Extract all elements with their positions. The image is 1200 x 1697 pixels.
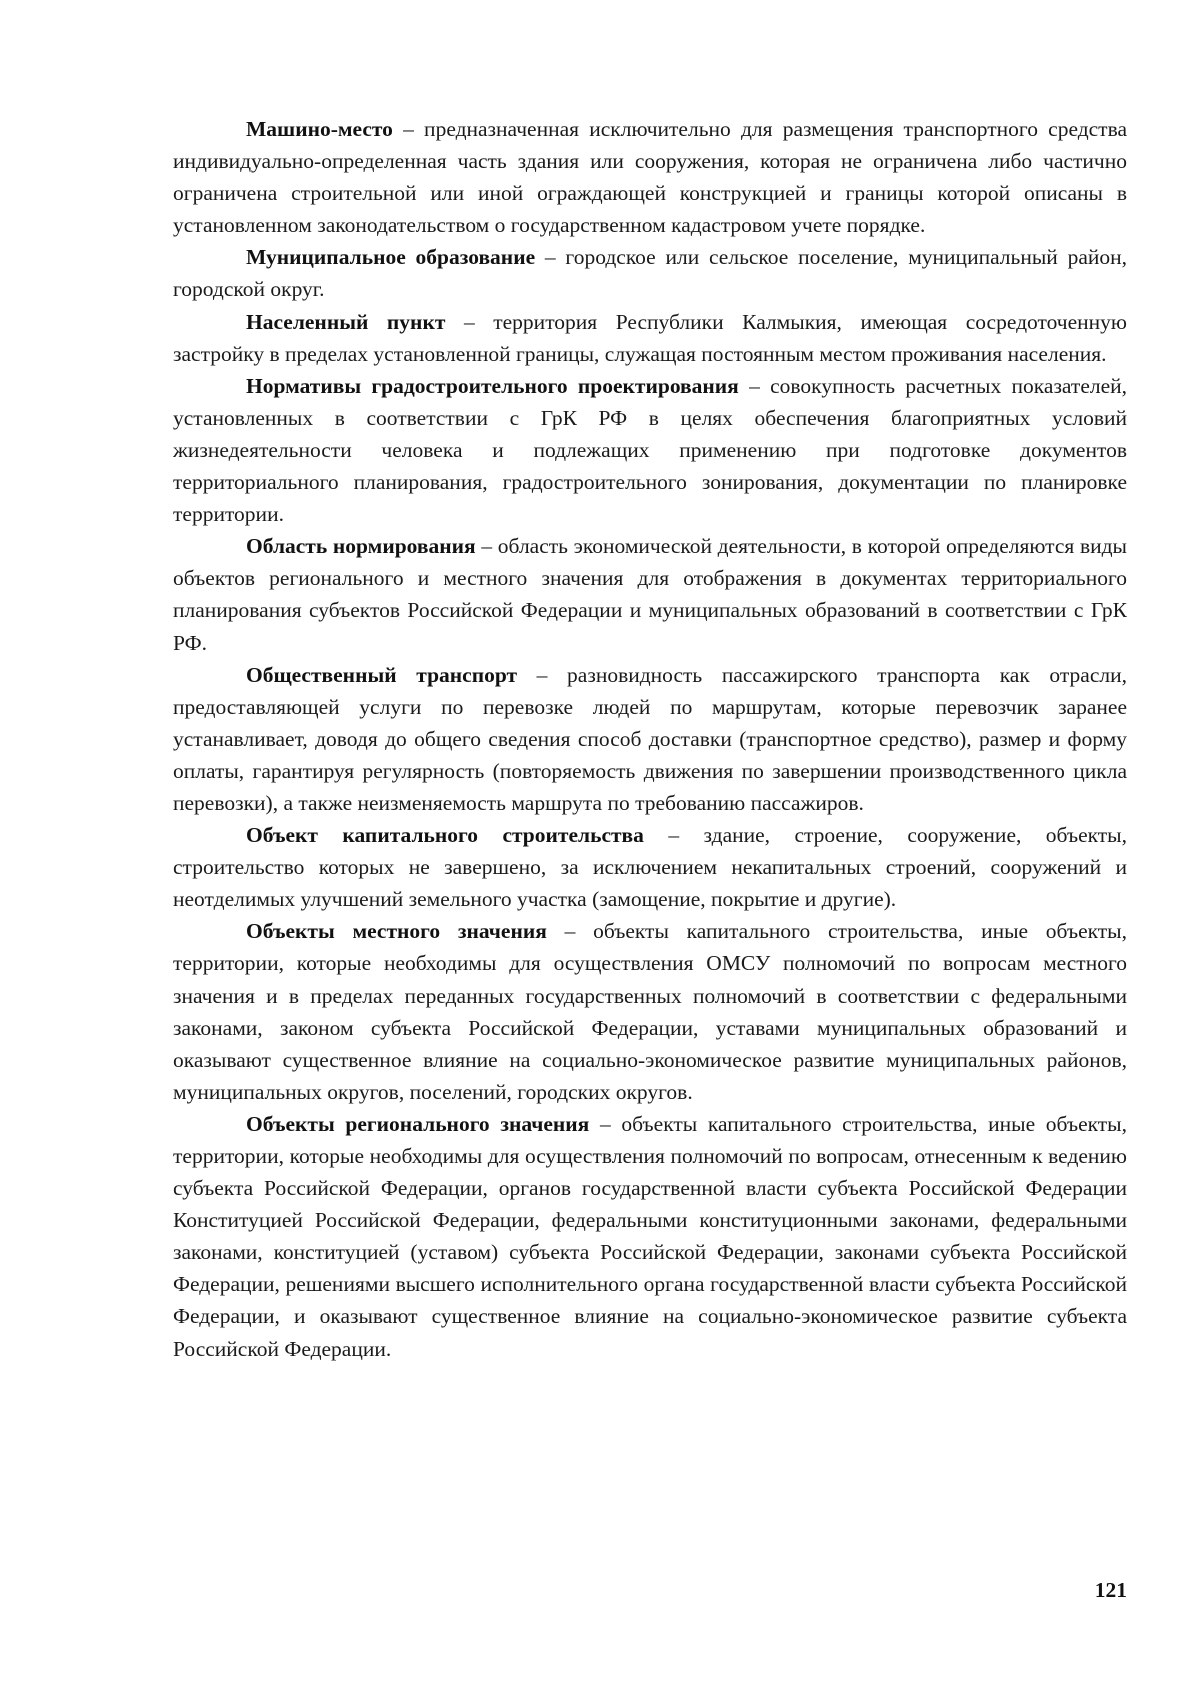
definition-text: – разновидность пассажирского транспорта как отрасли, предоставляющей услуги по перевозке людей по маршрутам, которые перевозчик заранее устанавливает, доводя до общего сведения способ доставки (транспортное средство), размер и форму оплаты, гарантируя регулярность (повторяемость движения по завершении производственного цикла перевозки), а также неизменяемость маршрута по требованию пассажиров. [173, 662, 1127, 815]
definition-entry [173, 659, 1127, 819]
page-number: 121 [1094, 1578, 1127, 1602]
definition-text: – объекты капитального строительства, иные объекты, территории, которые необходимы для осуществления ОМСУ полномочий по вопросам местного значения и в пределах переданных государственных полномочий в соответствии с федеральными законами, законом субъекта Российской Федерации, уставами муниципальных образований и оказывают существенное влияние на социально-экономическое развитие муниципальных районов, муниципальных округов, поселений, городских округов. [173, 919, 1127, 1104]
definition-entry [173, 819, 1127, 915]
definition-entry [173, 530, 1127, 658]
definition-text: – область экономической деятельности, в которой определяются виды объектов регионального и местного значения для отображения в документах территориального планирования субъектов Российской Федерации и муниципальных образований в соответствии с ГрК РФ. [173, 534, 1127, 655]
definitions-list [173, 113, 1127, 1365]
definition-term: Объекты регионального значения [246, 1111, 590, 1136]
definition-text: – предназначенная исключительно для размещения транспортного средства индивидуально-определенная часть здания или сооружения, которая не ограничена либо частично ограничена строительной или иной ограждающей конструкцией и границы которой описаны в установленном законодательством о государственном кадастровом учете порядке. [173, 117, 1127, 238]
definition-entry [173, 241, 1127, 305]
definition-term: Машино-место [246, 117, 393, 141]
definition-text: – городское или сельское поселение, муниципальный район, городской округ. [173, 245, 1127, 302]
definition-term: Населенный пункт [246, 309, 446, 334]
definition-term: Муниципальное образование [246, 245, 536, 270]
definition-entry [173, 370, 1127, 530]
definition-text: – здание, строение, сооружение, объекты, строительство которых не завершено, за исключением некапитальных строений, сооружений и неотделимых улучшений земельного участка (замощение, покрытие и другие). [173, 823, 1127, 912]
definition-text: – территория Республики Калмыкия, имеющая сосредоточенную застройку в пределах установленной границы, служащая постоянным местом проживания населения. [173, 309, 1127, 366]
definition-entry [173, 113, 1127, 241]
definition-entry [173, 915, 1127, 1108]
definition-term: Общественный транспорт [246, 662, 518, 687]
definition-term: Область нормирования [246, 534, 476, 559]
definition-term: Объект капитального строительства [246, 823, 644, 848]
definition-text: – совокупность расчетных показателей, установленных в соответствии с ГрК РФ в целях обеспечения благоприятных условий жизнедеятельности человека и подлежащих применению при подготовке документов территориального планирования, градостроительного зонирования, документации по планировке территории. [173, 373, 1128, 527]
definition-term: Объекты местного значения [246, 919, 547, 944]
definition-entry [173, 1108, 1127, 1365]
definition-term: Нормативы градостроительного проектирования [246, 373, 739, 398]
definition-text: – объекты капитального строительства, иные объекты, территории, которые необходимы для осуществления полномочий по вопросам, отнесенным к ведению субъекта Российской Федерации, органов государственной власти субъекта Российской Федерации Конституцией Российской Федерации, федеральными конституционными законами, федеральными законами, конституцией (уставом) субъекта Российской Федерации, законами субъекта Российской Федерации, решениями высшего исполнительного органа государственной власти субъекта Российской Федерации, и оказывают существенное влияние на социально-экономическое развитие субъекта Российской Федерации. [173, 1111, 1127, 1361]
definition-entry [173, 306, 1127, 370]
